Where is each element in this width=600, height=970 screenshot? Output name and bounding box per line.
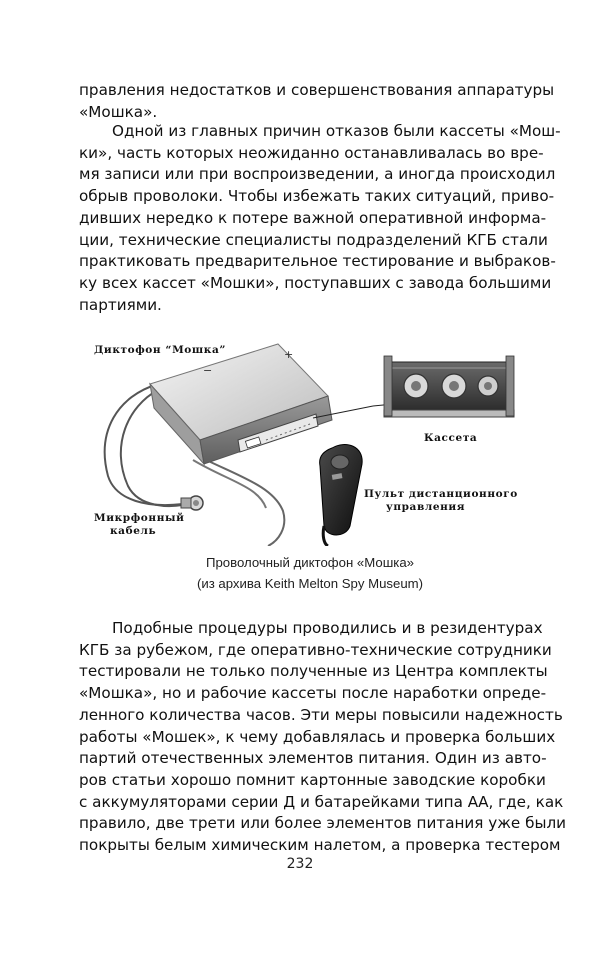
- microphone-connector: [181, 496, 203, 510]
- text-line: ку всех кассет «Мошки», поступавших с завода большими: [79, 273, 552, 292]
- text-line: тестировали не только полученные из Центра комплекты: [79, 662, 548, 681]
- text-line: «Мошка», но и рабочие кассеты после наработки опреде-: [79, 684, 547, 703]
- text-line: правило, две трети или более элементов питания уже были: [79, 814, 567, 833]
- label-remote-line-1: Пульт дистанционного: [364, 488, 518, 500]
- text-line: «Мошка».: [79, 102, 158, 121]
- text-line: дивших нередко к потере важной оперативной информа-: [79, 208, 547, 227]
- minus-marking: −: [203, 364, 213, 377]
- text-line: ленного количества часов. Эти меры повысили надежность: [79, 705, 563, 724]
- figure-caption-line-1: Проволочный диктофон «Мошка»: [205, 555, 415, 570]
- text-line: с аккумуляторами серии Д и батарейками типа АА, где, как: [79, 792, 564, 811]
- text-line: покрыты белым химическим налетом, а проверка тестером: [79, 836, 561, 855]
- label-cassette: Кассета: [424, 432, 478, 444]
- text-line: обрыв проволоки. Чтобы избежать таких ситуаций, приво-: [79, 187, 555, 206]
- plus-marking: +: [284, 348, 294, 361]
- figure-recorder-photo: [88, 336, 528, 546]
- remote-control: [320, 445, 363, 546]
- text-line: партий отечественных элементов питания. Один из авто-: [79, 749, 547, 768]
- paragraph-2: [79, 121, 561, 316]
- text-line: практиковать предварительное тестирование и выбраков-: [79, 252, 556, 271]
- text-line: ров статьи хорошо помнит картонные заводские коробки: [79, 770, 546, 789]
- text-line: мя записи или при воспроизведении, а иногда происходил: [79, 165, 556, 184]
- label-recorder: Диктофон “Мошка”: [94, 344, 227, 356]
- text-line: КГБ за рубежом, где оперативно-технические сотрудники: [79, 640, 552, 659]
- text-line: Подобные процедуры проводились и в резидентурах: [112, 619, 543, 637]
- text-line: Одной из главных причин отказов были кассеты «Мош-: [112, 122, 561, 140]
- text-line: партиями.: [79, 295, 162, 314]
- cassette: [384, 356, 514, 417]
- figure-caption-line-2: (из архива Keith Melton Spy Museum): [196, 576, 424, 591]
- text-line: ции, технические специалисты подразделений КГБ стали: [79, 230, 548, 249]
- text-line: правления недостатков и совершенствования аппаратуры: [79, 81, 555, 99]
- text-line: ки», часть которых неожиданно останавливалась во вре-: [79, 143, 544, 162]
- paragraph-3: [79, 618, 567, 857]
- label-mic-line-2: кабель: [110, 525, 157, 537]
- paragraph-1: [79, 80, 555, 123]
- label-mic-line-1: Микрфонный: [94, 512, 185, 524]
- page-number: 232: [286, 856, 314, 872]
- text-line: работы «Мошек», к чему добавлялась и проверка больших: [79, 727, 556, 746]
- label-remote-line-2: управления: [386, 501, 466, 513]
